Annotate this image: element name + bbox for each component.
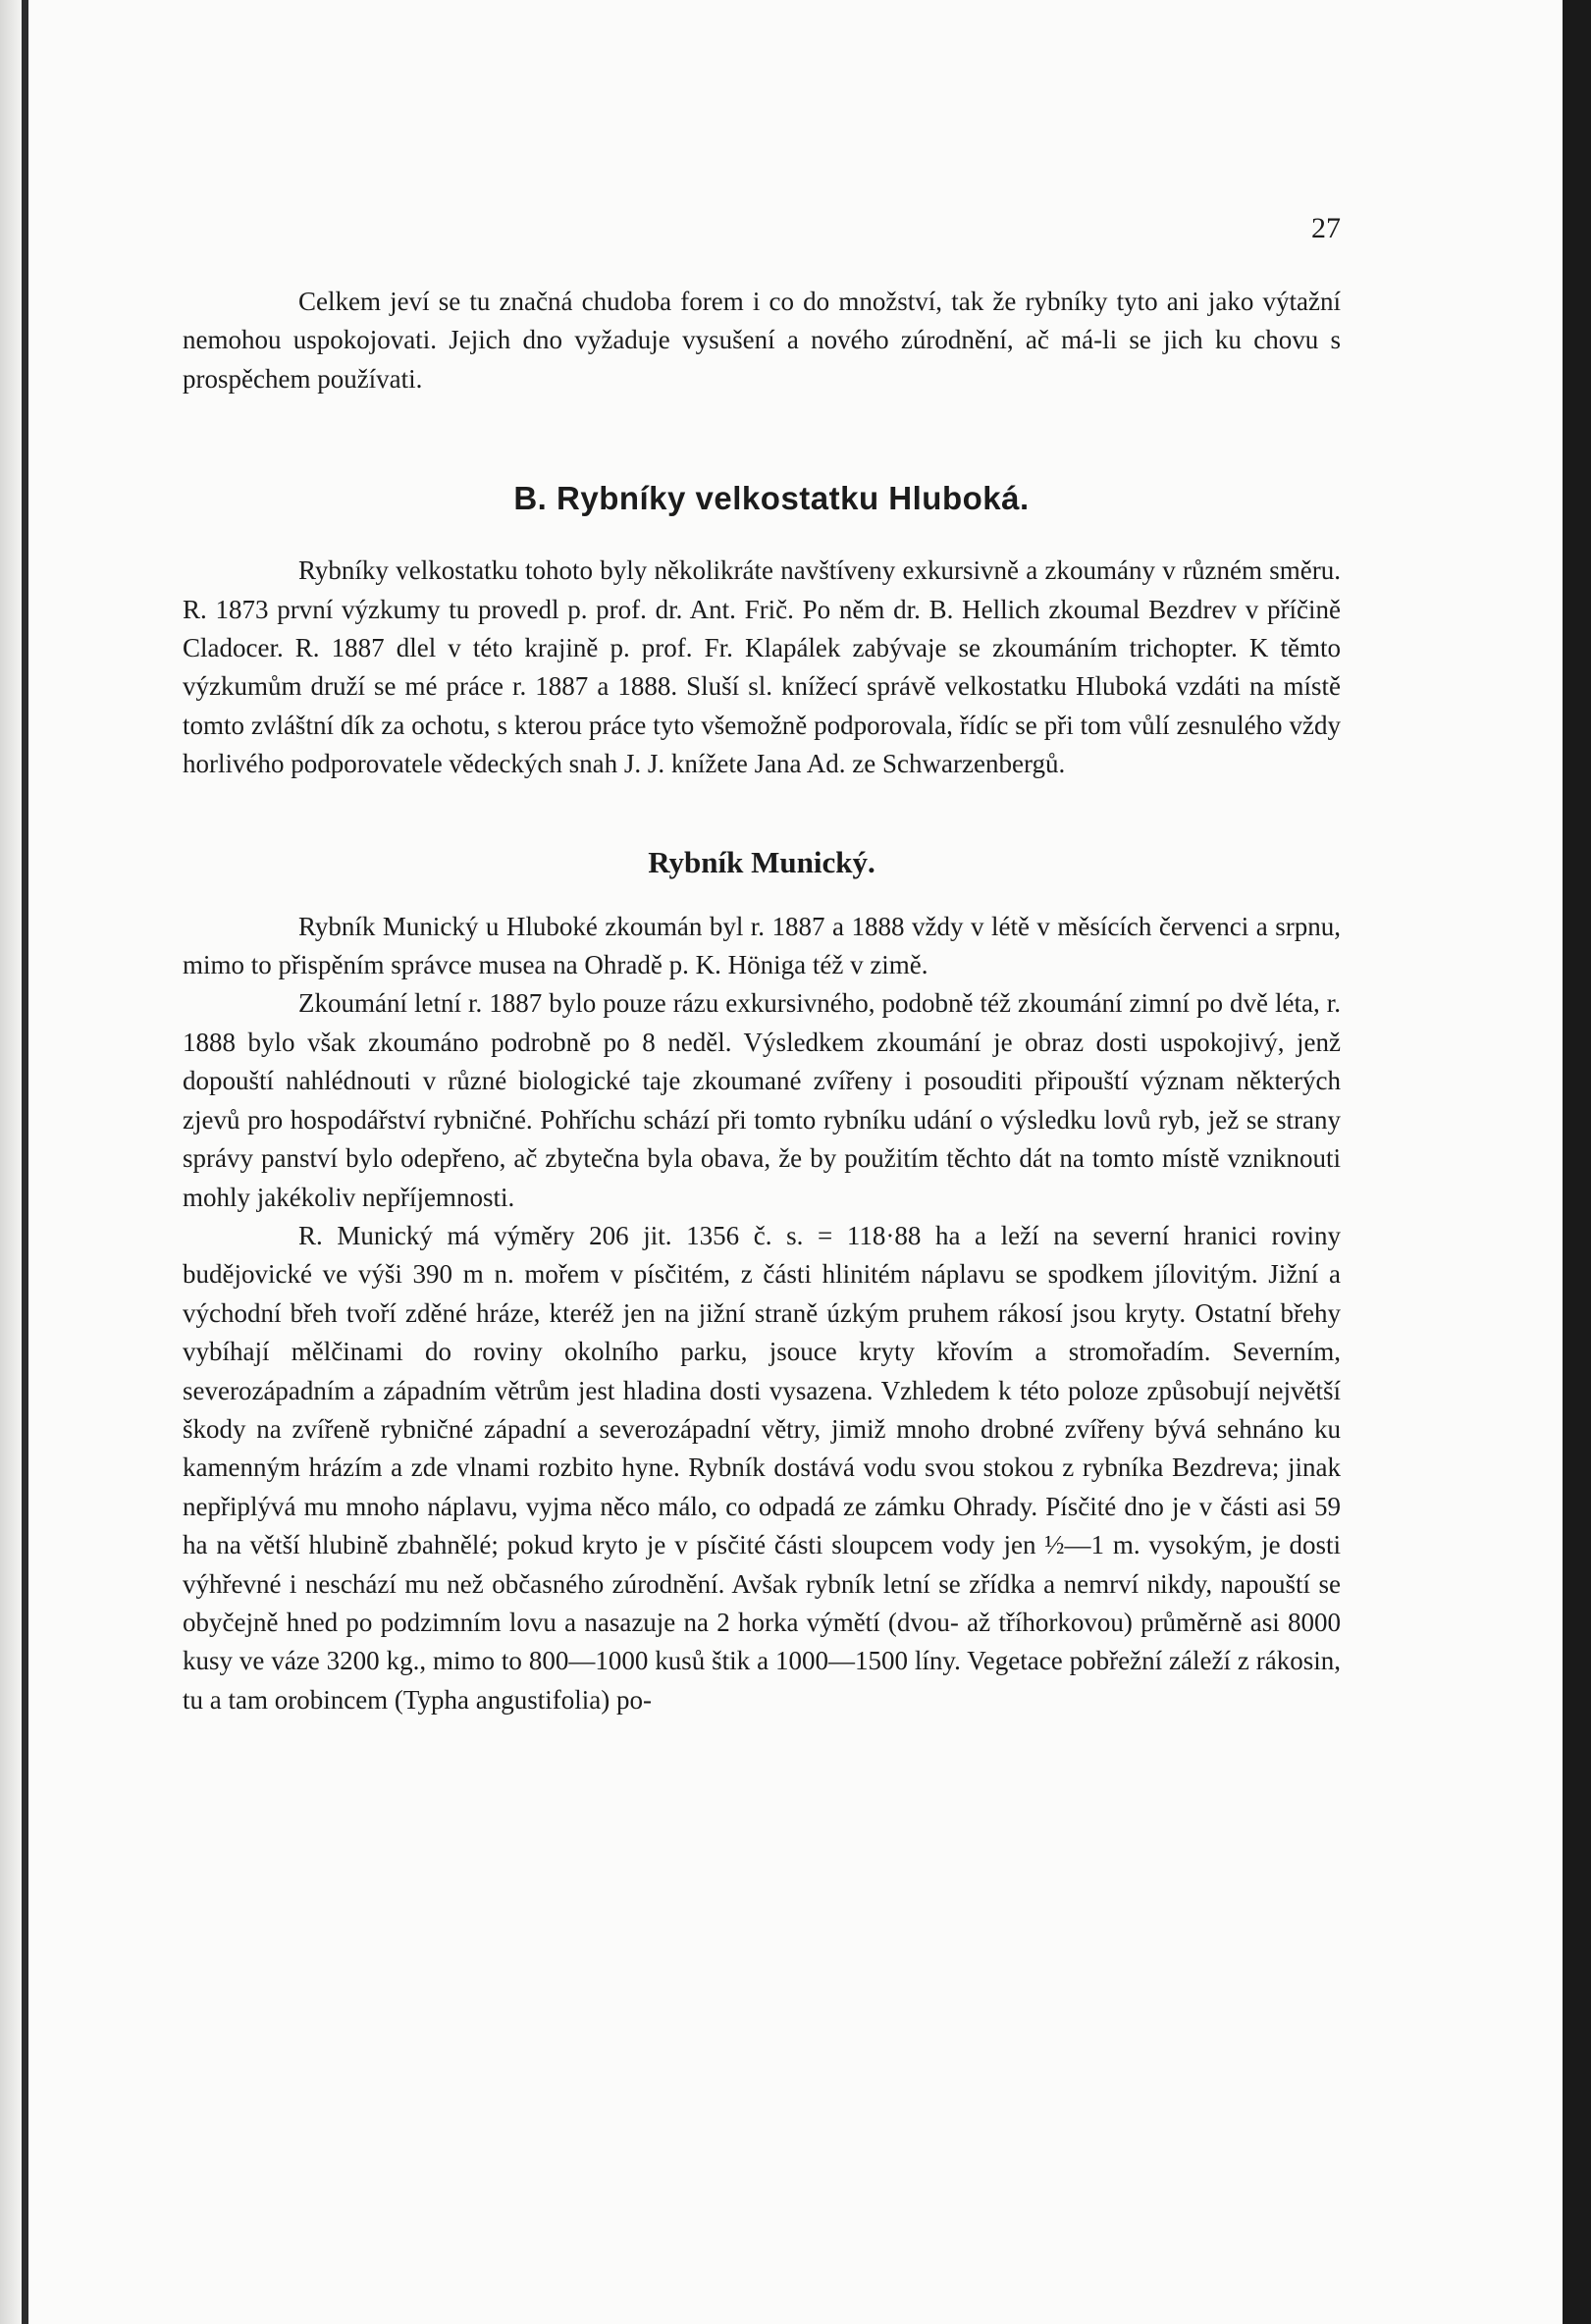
page-number: 27	[1311, 212, 1341, 244]
munic-paragraph-1: Rybník Munický u Hluboké zkoumán byl r. 1887 a 1888 vždy v létě v měsících červenci a srpnu, mimo to přispěním správce musea na Ohradě p. K. Höniga též v zimě.	[183, 911, 1341, 980]
section-heading: B. Rybníky velkostatku Hluboká.	[513, 480, 1030, 517]
spine-shadow	[0, 0, 22, 2324]
scan-edge	[1563, 0, 1591, 2324]
intro-paragraph: Celkem jeví se tu značná chudoba forem i co do množství, tak že rybníky tyto ani jako výtažní nemohou uspokojovati. Jejich dno vyžaduje vysušení a nového zúrodnění, ač má-li se jich ku chovu s prospěchem používati.	[183, 287, 1341, 394]
munic-paragraph-3: R. Munický má výměry 206 jit. 1356 č. s. = 118·88 ha a leží na severní hranici roviny budějovické ve výši 390 m n. mořem v písčitém, z části hlinitém náplavu se spodkem jílovitým. Jižní a východní břeh tvoří zděné hráze, kteréž jen na jižní straně úzkým pruhem rákosí jsou kryty. Ostatní břehy vybíhají mělčinami do roviny okolního parku, jsouce kryty křovím a stromořadím. Severním, severozápadním a západním větrům jest hladina dosti vysazena. Vzhledem k této poloze způsobují největší škody na zvířeně rybničné západní a severozápadní větry, jimiž mnoho drobné zvířeny bývá sehnáno ku kamenným hrázím a zde vlnami rozbito hyne. Rybník dostává vodu svou stokou z rybníka Bezdreva; jinak nepřiplývá mu mnoho náplavu, vyjma něco málo, co odpadá ze zámku Ohrady. Písčité dno je v části asi 59 ha na větší hlubině zbahnělé; pokud kryto je v písčité části sloupcem vody jen ½—1 m. vysokým, je dosti výhřevné i neschází mu než občasného zúrodnění. Avšak rybník letní se zřídka a nemrví nikdy, napouští se obyčejně hned po podzimním lovu a nasazuje na 2 horka výmětí (dvou- až tříhorkovou) průměrně asi 8000 kusy ve váze 3200 kg., mimo to 800—1000 kusů štik a 1000—1500 líny. Vegetace pobřežní záleží z rákosin, tu a tam orobincem (Typha angustifolia) po-	[183, 1220, 1341, 1715]
munic-paragraph-2: Zkoumání letní r. 1887 bylo pouze rázu exkursivného, podobně též zkoumání zimní po dvě léta, r. 1888 bylo však zkoumáno podrobně po 8 neděl. Výsledkem zkoumání je obraz dosti uspokojivý, jenž dopouští nahlédnouti v různé biologické taje zkoumané zvířeny i posouditi připouští význam některých zjevů pro hospodářství rybničné. Pohříchu schází při tomto rybníku udání o výsledku lovů ryb, jež se strany správy panství bylo odepřeno, ač zbytečna byla obava, že by použitím těchto dát na tomto místě vzniknouti mohly jakékoliv nepříjemnosti.	[183, 988, 1341, 1212]
sub-heading: Rybník Munický.	[648, 844, 875, 879]
binding-line	[22, 0, 28, 2324]
section-paragraph: Rybníky velkostatku tohoto byly několikráte navštíveny exkursivně a zkoumány v různém směru. R. 1873 první výzkumy tu provedl p. prof. dr. Ant. Frič. Po něm dr. B. Hellich zkoumal Bezdrev v příčině Cladocer. R. 1887 dlel v této krajině p. prof. Fr. Klapálek zabývaje se zkoumáním trichopter. K těmto výzkumům druží se mé práce r. 1887 a 1888. Sluší sl. knížecí správě velkostatku Hluboká vzdáti na místě tomto zvláštní dík za ochotu, s kterou práce tyto všemožně podporovala, řídíc se při tom vůlí zesnulého vždy horlivého podporovatele vědeckých snah J. J. knížete Jana Ad. ze Schwarzenbergů.	[183, 555, 1341, 779]
page-content	[183, 283, 1341, 1719]
